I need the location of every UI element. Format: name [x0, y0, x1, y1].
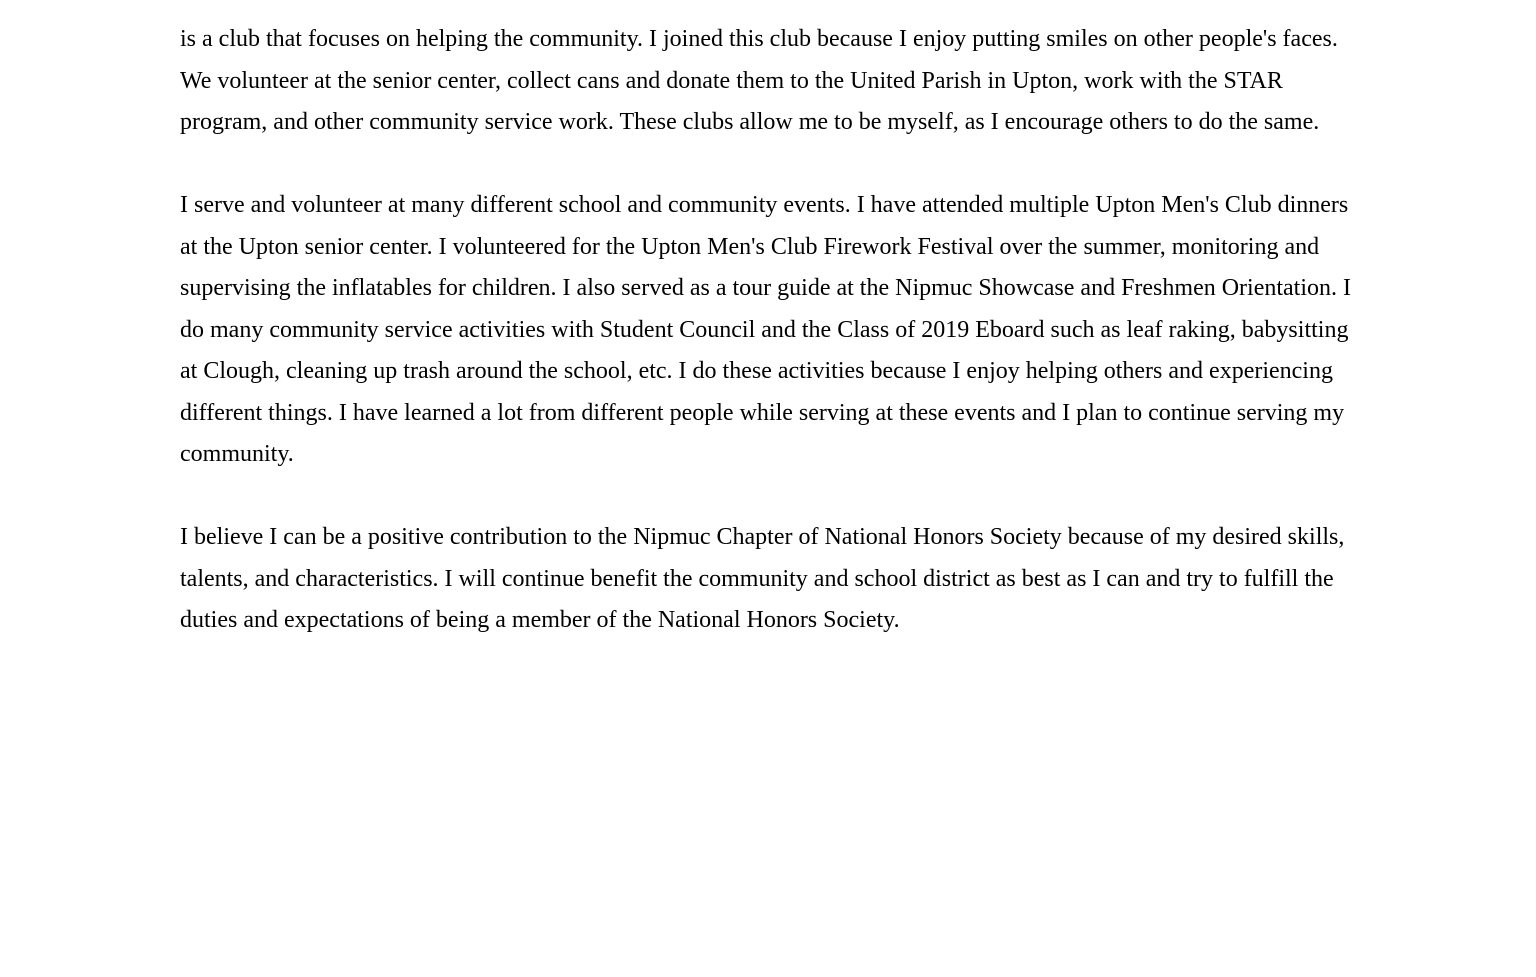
- essay-paragraph-3: I believe I can be a positive contribution to the Nipmuc Chapter of National Honors Society because of my desired skills, talents, and characteristics. I will continue benefit the community and school district as best as I can and try to fulfill the duties and expectations of being a member of the National Honors Society.: [180, 524, 1345, 633]
- essay-paragraph-1: is a club that focuses on helping the community. I joined this club because I enjoy putting smiles on other people's faces. We volunteer at the senior center, collect cans and donate them to the United Parish in Upton, work with the STAR program, and other community service work. These clubs allow me to be myself, as I encourage others to do the same.: [180, 26, 1338, 135]
- essay-paragraph-2: I serve and volunteer at many different school and community events. I have attended multiple Upton Men's Club dinners at the Upton senior center. I volunteered for the Upton Men's Club Firework Festival over the summer, monitoring and supervising the inflatables for children. I also served as a tour guide at the Nipmuc Showcase and Freshmen Orientation. I do many community service activities with Student Council and the Class of 2019 Eboard such as leaf raking, babysitting at Clough, cleaning up trash around the school, etc. I do these activities because I enjoy helping others and experiencing different things. I have learned a lot from different people while serving at these events and I plan to continue serving my community.: [180, 192, 1352, 467]
- essay-text-block: [180, 19, 1360, 642]
